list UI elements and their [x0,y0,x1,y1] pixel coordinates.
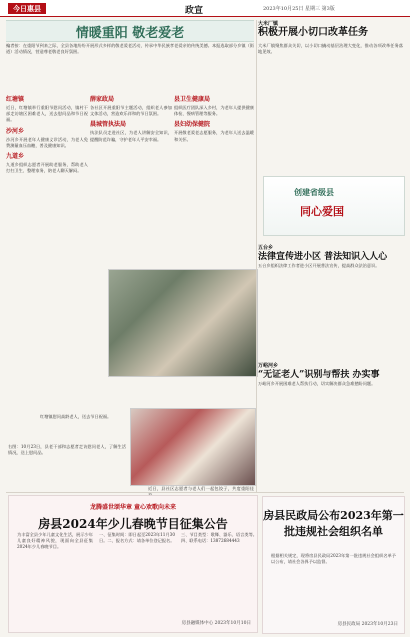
right-item-2-title: “无证老人”识别与帮扶 办实事 [258,370,380,380]
col3-text-2: 开展敬老爱老志愿服务，为老年人送去温暖和关怀。 [174,130,254,142]
newspaper-logo: 今日惠县 [8,3,46,14]
right-column [258,20,403,55]
col3-heading-2: 县妇幼保健院 [174,121,211,129]
feature-photo-2 [130,408,256,486]
col3-text-1: 组织医疗团队深入乡村，为老年人提供健康体检、慢病管理等服务。 [174,105,254,117]
column-2 [90,92,172,143]
right-text: 大米厂镇聚焦群众关切，以小切口撬动基层治理大变化，推动各项改革任务落地见效。 [258,43,403,55]
photo1-caption: 近日，县社区志愿者与老人们一起包饺子，共度重阳佳 [148,486,254,491]
lead-paragraph: 編者按：在重阳节到来之际，全县各地纷纷开展形式多样的敬老爱老活动，传承中华民族孝老爱亲的传统美德。本报选取部分乡镇（街道）活动情况，营造尊老敬老良好氛围。 [6,43,254,55]
column-3 [174,92,254,143]
col1-heading-1: 红塘镇 [6,96,25,103]
right-image-text-2: 同心爱国 [300,205,344,218]
right-item-1 [258,244,403,269]
photo2-caption: 红塘镇慰问高龄老人，送去节日祝福。 [40,414,112,419]
col1-heading-2: 沙河乡 [6,127,25,135]
col1-text-1: 近日，红塘镇举行重阳节慰问活动，镇村干部走访辖区困难老人，送去慰问品和节日祝福。 [6,105,88,123]
right-item-1-text: 五台乡组织法律工作者进小区开展普法宣传，提高群众法治意识。 [258,263,380,268]
vertical-rule [256,20,257,492]
right-item-2-kicker: 万峪河乡 [258,363,279,369]
bottom-right-title: 房县民政局公布2023年第一批违规社会组织名单 [263,509,404,538]
col2-text-1: 各社区开展重阳节主题活动，组织老人参加文体活动，营造欢乐祥和的节日氛围。 [90,105,172,117]
col1-heading-3: 九道乡 [6,153,25,161]
right-item-2 [258,362,403,387]
right-title: 积极开展小切口改革任务 [258,27,368,38]
right-item-2-text: 万峪河乡开展困难老人帮扶行动，切实解决群众急难愁盼问题。 [258,381,376,386]
col2-text-2: 执法队员走进社区，为老人讲解安全知识，提醒防范诈骗，守护老年人平安幸福。 [90,130,172,142]
col2-heading-1: 薛家政局 [90,96,115,103]
bottom-left-col-1: 为丰富全县少年儿童文化生活，展示少年儿童良好精神风貌，现面向全县征集2024年少儿春晚节目。 [17,532,93,550]
bottom-right-text: 根据相关规定，现将房县民政局2023年第一批违规社会组织名单予以公布，请社会各界予以监督。 [271,553,396,565]
right-image-text-1: 创建省级县 [294,187,334,197]
feature-photo-1 [108,269,258,377]
bottom-right-notice [262,496,405,634]
right-kicker: 大米厂镇 [258,21,279,27]
bottom-left-col-3: 三、节目类型：歌舞、器乐、语言类等。四、联系电话：13872684443 [181,532,257,544]
left-caption: 右图：10月23日，县老干部和志愿者走访慰问老人，了解生活情况，送上慰问品。 [8,444,126,456]
bottom-left-col-2: 一、征集时间：即日起至2023年11月30日。二、报名方式：请各单位登记报名。 [99,532,175,544]
col1-text-2: 沙河乡开展老年人健康义诊活动，为老人免费测量血压血糖，普及健康知识。 [6,136,88,148]
col3-heading-1: 县卫生健康局 [174,96,211,103]
dateline: 2023年10月25日 星期三 第3版 [263,6,335,12]
bottom-right-footer: 房县民政局 2023年10月23日 [337,622,398,627]
feature-banner [6,20,254,42]
right-item-1-title: 法律宣传进小区 普法知识入人心 [258,252,388,262]
masthead [0,0,410,17]
col2-heading-2: 晨城管执法局 [90,121,127,129]
section-title: 政宣 [185,6,204,16]
banner-title: 情暖重阳 敬老爱老 [75,26,185,41]
bottom-left-title: 房县2024年少儿春晚节目征集公告 [38,517,228,531]
column-1 [6,92,88,174]
bottom-left-kicker: 龙腾盛世颂华章 童心欢歌向未来 [89,504,177,511]
bottom-left-notice [8,495,258,633]
horizontal-rule [6,492,404,493]
right-item-1-kicker: 五台乡 [258,245,274,251]
col1-text-3: 九道乡组织志愿者开展助老服务，帮助老人打扫卫生、整理家务，陪老人聊天解闷。 [6,162,88,174]
right-image [263,176,405,236]
bottom-left-footer: 房县融媒体中心 2023年10月10日 [181,621,251,626]
